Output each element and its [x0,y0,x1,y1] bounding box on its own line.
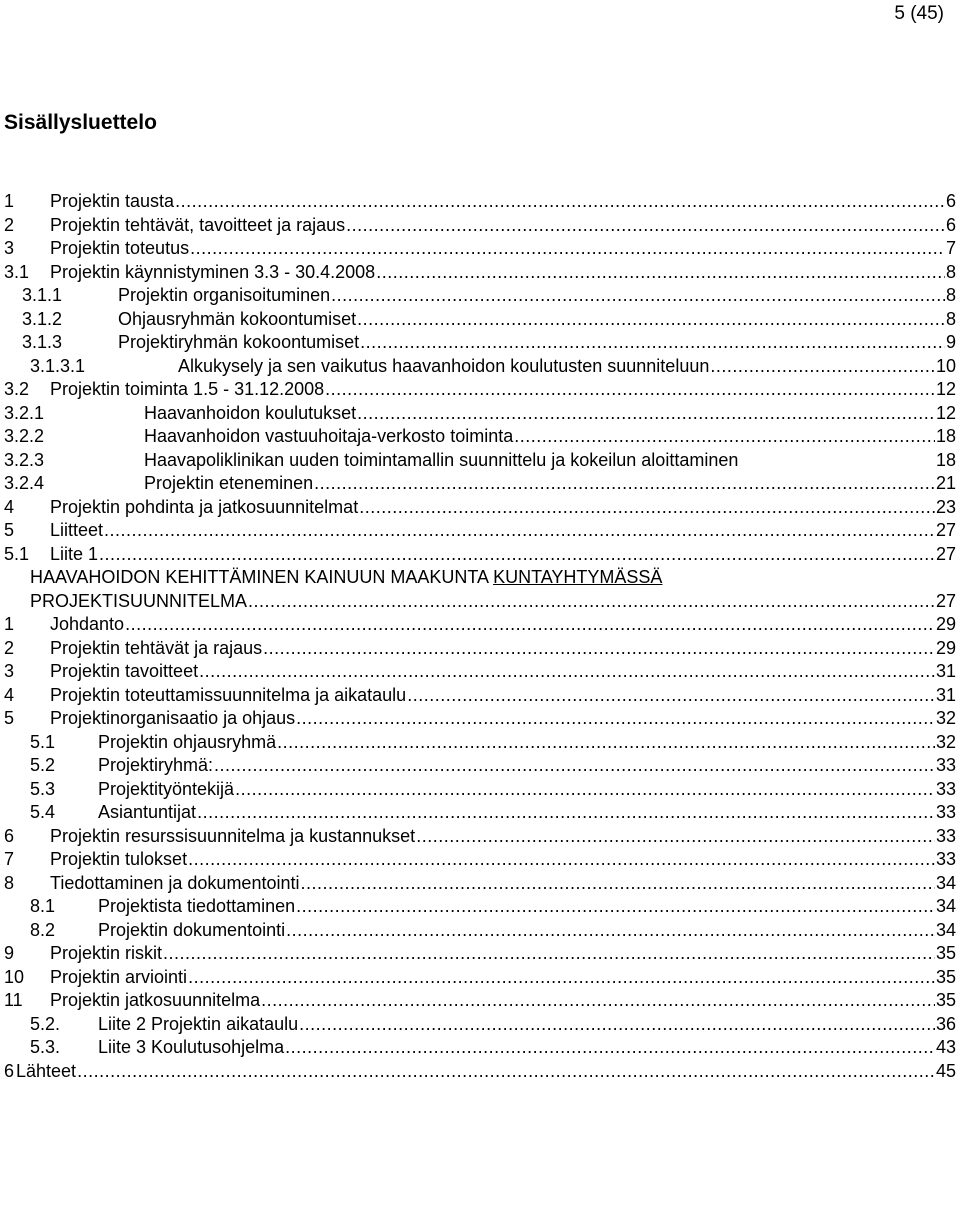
toc-leader-dots [261,989,935,1013]
toc-entry-title: Projektin dokumentointi [98,919,286,940]
toc-entry-page: 34 [935,872,956,893]
toc-leader-dots [285,1036,935,1060]
toc-entry-title: Projektista tiedottaminen [98,896,296,916]
toc-entry-number: 3 [4,661,15,681]
toc-entry-page: 27 [935,520,956,540]
toc-leader-dots [331,284,945,308]
toc-entry[interactable] [4,942,956,966]
toc-entry-number: 8.2 [30,919,56,940]
toc-entry-number: 3.2.4 [4,473,45,493]
toc-entry-title: Projektin riskit [50,943,163,963]
toc-entry-page: 27 [935,543,956,564]
toc-entry-page: 12 [935,379,956,399]
toc-entry-caps-line2 [4,590,956,614]
toc-entry-title: Projektin resurssisuunnitelma ja kustannukset [50,825,416,846]
toc-entry-page: 21 [935,473,956,493]
toc-entry-number: 5.1 [4,543,30,564]
toc-entry-number: 1 [4,191,15,211]
toc-entry-caps-underlined: KUNTAYHTYMÄSSÄ [493,567,663,587]
toc-entry-title: Liite 3 Koulutusohjelma [98,1037,285,1057]
toc-section-project-plan [4,613,956,1083]
toc-entry[interactable] [4,449,956,473]
toc-leader-dots [346,214,945,238]
toc-leader-dots [314,472,935,496]
toc-entry-title: Projektin toiminta 1.5 - 31.12.2008 [50,379,325,399]
toc-entry-number: 6 [4,1060,15,1081]
toc-entry-number: 3.2.1 [4,402,45,423]
toc-leader-dots [416,825,935,849]
toc-entry-page: 45 [935,1060,956,1081]
toc-entry-page: 32 [935,731,956,752]
toc-entry-number: 3.2.3 [4,449,45,470]
toc-entry-number: 8.1 [30,896,56,916]
toc-entry[interactable] [4,801,956,825]
toc-entry[interactable] [4,825,956,849]
toc-leader-dots [299,1013,935,1037]
toc-entry[interactable] [4,519,956,543]
toc-entry-title: Projektin tavoitteet [50,661,199,681]
toc-entry[interactable] [4,543,956,567]
toc-entry-title: Johdanto [50,614,125,634]
toc-entry[interactable] [4,331,956,355]
toc-leader-dots [248,590,935,614]
toc-entry[interactable] [4,425,956,449]
toc-entry[interactable] [4,707,956,731]
toc-entry[interactable] [4,872,956,896]
toc-entry-title: Haavapoliklinikan uuden toimintamallin suunnittelu ja kokeilun aloittaminen [144,449,739,470]
toc-entry-page: 36 [935,1013,956,1034]
toc-entry-page: 33 [935,778,956,799]
toc-entry-page: 34 [935,896,956,916]
toc-entry-title: Asiantuntijat [98,802,197,822]
table-of-contents [4,190,956,1083]
toc-entry-title: Projektin tehtävät ja rajaus [50,637,263,658]
toc-entry-page: 33 [935,849,956,869]
toc-leader-dots [296,895,935,919]
toc-entry-page: 7 [945,238,956,258]
toc-entry-page: 35 [935,943,956,963]
toc-leader-dots [376,261,945,285]
toc-entry-page: 27 [935,590,956,611]
toc-entry-page: 18 [935,449,956,470]
toc-entry-number: 10 [4,966,25,987]
toc-entry[interactable] [4,778,956,802]
toc-entry[interactable] [4,1060,956,1084]
toc-entry-title: Projektin ohjausryhmä [98,731,277,752]
toc-entry[interactable] [4,1036,956,1060]
toc-entry-page: 31 [935,661,956,681]
toc-entry[interactable] [4,496,956,520]
toc-leader-dots [357,308,945,332]
toc-leader-dots [125,613,935,637]
toc-entry-number: 3 [4,238,15,258]
toc-leader-dots [77,1060,935,1084]
toc-entry-title: Liitteet [50,520,104,540]
toc-entry-number: 5.3. [30,1037,61,1057]
toc-entry[interactable] [4,237,956,261]
toc-entry-title: Haavanhoidon vastuuhoitaja-verkosto toiminta [144,426,514,446]
toc-entry-number: 3.1.3.1 [30,355,86,376]
toc-entry-page: 8 [945,285,956,305]
toc-entry-title: PROJEKTISUUNNITELMA [30,590,248,611]
toc-entry[interactable] [4,895,956,919]
toc-entry[interactable] [4,190,956,214]
toc-entry-title: Projektin organisoituminen [118,285,331,305]
toc-section-project-report [4,190,956,566]
toc-leader-dots [235,778,935,802]
toc-entry-title: Projektin eteneminen [144,473,314,493]
toc-entry[interactable] [4,378,956,402]
toc-entry-title: Projektin tehtävät, tavoitteet ja rajaus [50,214,346,235]
toc-leader-dots [277,731,935,755]
toc-leader-dots [357,402,935,426]
toc-entry-page: 29 [935,614,956,634]
toc-entry[interactable] [4,684,956,708]
toc-entry-title: Projektinorganisaatio ja ohjaus [50,708,296,728]
toc-entry[interactable] [4,308,956,332]
toc-entry-title: Projektin käynnistyminen 3.3 - 30.4.2008 [50,261,376,282]
toc-entry-page: 10 [935,355,956,376]
toc-entry[interactable] [4,660,956,684]
toc-leader-dots [104,519,935,543]
toc-entry-title: Projektityöntekijä [98,778,235,799]
toc-leader-dots [99,543,935,567]
toc-entry-title: Projektin jatkosuunnitelma [50,990,261,1010]
toc-entry-number: 11 [4,990,23,1010]
toc-entry-title: Projektin toteuttamissuunnitelma ja aikataulu [50,684,407,705]
toc-entry-page: 43 [935,1037,956,1057]
toc-entry-number: 3.1.1 [22,285,63,305]
toc-entry-number: 2 [4,637,15,658]
toc-entry-title: Projektin arviointi [50,966,188,987]
toc-entry-title: Lähteet [16,1060,77,1081]
toc-entry[interactable] [4,402,956,426]
toc-entry-page: 32 [935,708,956,728]
toc-entry-number: 5.2. [30,1013,61,1034]
toc-entry-title: Projektiryhmän kokoontumiset [118,332,360,352]
toc-entry-page: 18 [935,426,956,446]
toc-entry[interactable] [4,613,956,637]
toc-entry-page: 29 [935,637,956,658]
toc-entry-title: Projektin tulokset [50,849,188,869]
toc-entry-page: 8 [945,261,956,282]
toc-entry-title: Projektin pohdinta ja jatkosuunnitelmat [50,496,359,517]
toc-entry-title: Tiedottaminen ja dokumentointi [50,872,300,893]
toc-leader-dots [360,331,945,355]
toc-entry-page: 34 [935,919,956,940]
toc-leader-dots [188,966,935,990]
toc-entry-number: 3.1 [4,261,30,282]
toc-entry-title: Alkukysely ja sen vaikutus haavanhoidon koulutusten suunniteluun [178,355,710,376]
toc-leader-dots [300,872,934,896]
toc-entry-title: Haavanhoidon koulutukset [144,402,357,423]
toc-entry[interactable] [4,284,956,308]
toc-leader-dots [163,942,935,966]
toc-entry-page: 35 [935,990,956,1010]
toc-leader-dots [199,660,935,684]
toc-entry-number: 2 [4,214,15,235]
toc-entry-number: 7 [4,849,15,869]
toc-entry-title: Liite 1 [50,543,99,564]
toc-entry-number: 6 [4,825,15,846]
toc-entry-title: Ohjausryhmän kokoontumiset [118,308,357,329]
toc-leader-dots [188,848,935,872]
toc-entry[interactable] [4,1013,956,1037]
toc-entry-page: 6 [945,191,956,211]
page-number: 5 (45) [894,3,944,24]
toc-leader-dots [296,707,935,731]
toc-entry-page: 8 [945,308,956,329]
toc-entry[interactable] [4,848,956,872]
toc-entry-number: 1 [4,614,15,634]
toc-entry[interactable] [4,966,956,990]
toc-entry-title: Projektiryhmä: [98,755,214,775]
toc-entry-number: 8 [4,872,15,893]
toc-entry-caps-line1: HAAVAHOIDON KEHITTÄMINEN KAINUUN MAAKUNTA [30,567,494,587]
toc-entry-page: 12 [935,402,956,423]
toc-leader-dots [214,754,935,778]
toc-leader-dots [190,237,945,261]
toc-leader-dots [325,378,935,402]
toc-leader-dots [263,637,935,661]
toc-entry-page: 33 [935,825,956,846]
toc-entry-caps[interactable] [4,566,956,613]
toc-entry-number: 5.4 [30,802,56,822]
toc-entry-caps-title [4,566,956,590]
toc-entry-page: 33 [935,802,956,822]
toc-entry[interactable] [4,355,956,379]
toc-entry-page: 23 [935,496,956,517]
toc-entry-title: Liite 2 Projektin aikataulu [98,1013,299,1034]
toc-entry[interactable] [4,989,956,1013]
toc-entry-title: Projektin tausta [50,191,175,211]
toc-entry[interactable] [4,919,956,943]
toc-leader-dots [710,355,935,379]
toc-entry[interactable] [4,472,956,496]
toc-leader-dots [407,684,935,708]
toc-entry-number: 5.1 [30,731,56,752]
toc-entry-number: 5.2 [30,755,56,775]
toc-entry-number: 3.2.2 [4,426,45,446]
toc-leader-dots [514,425,935,449]
toc-entry-number: 5.3 [30,778,56,799]
toc-entry-page: 33 [935,755,956,775]
toc-entry[interactable] [4,214,956,238]
toc-entry-number: 4 [4,496,15,517]
toc-entry-number: 5 [4,708,15,728]
toc-entry[interactable] [4,637,956,661]
toc-entry-number: 3.1.3 [22,332,63,352]
toc-entry-number: 4 [4,684,15,705]
toc-entry[interactable] [4,261,956,285]
toc-leader-dots [175,190,945,214]
toc-leader-dots [197,801,935,825]
toc-heading: Sisällysluettelo [4,111,157,134]
toc-leader-dots [359,496,935,520]
toc-entry-page: 6 [945,214,956,235]
toc-entry[interactable] [4,731,956,755]
toc-leader-dots [286,919,935,943]
toc-entry-page: 31 [935,684,956,705]
toc-entry-page: 9 [945,332,956,352]
toc-entry-number: 5 [4,520,15,540]
toc-entry[interactable] [4,754,956,778]
toc-entry-number: 3.1.2 [22,308,63,329]
toc-entry-number: 3.2 [4,379,30,399]
toc-entry-number: 9 [4,943,15,963]
toc-entry-title: Projektin toteutus [50,238,190,258]
toc-entry-page: 35 [935,966,956,987]
